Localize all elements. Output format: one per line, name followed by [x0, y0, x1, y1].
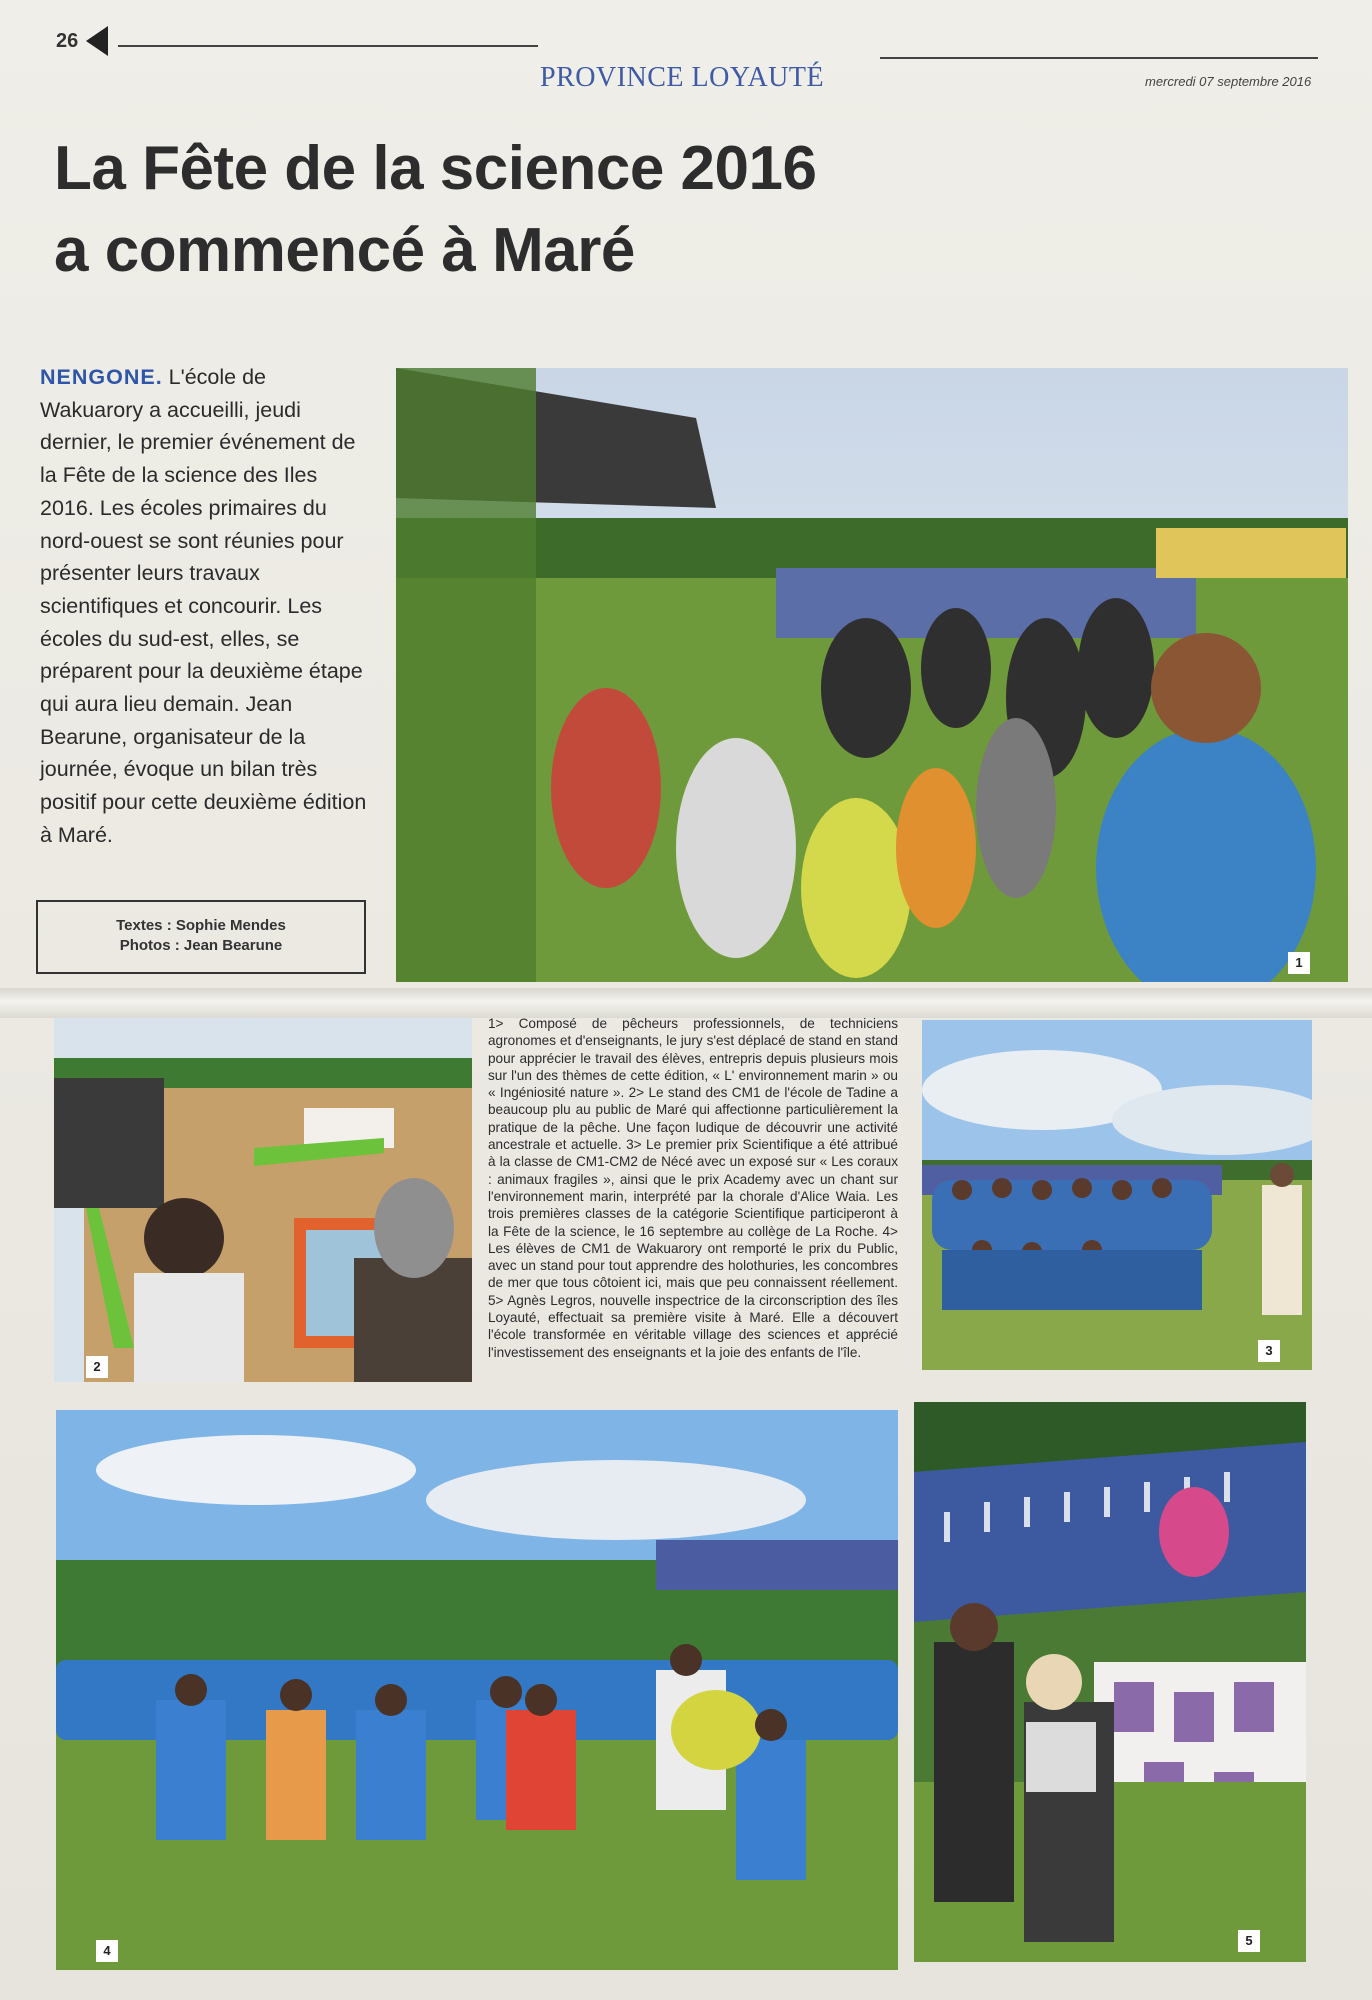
header-rule-left	[118, 45, 538, 47]
section-title: PROVINCE LOYAUTÉ	[540, 62, 825, 93]
lead-text: L'école de Wakuarory a accueilli, jeudi dernier, le premier événement de la Fête de la science des Iles 2016. Les écoles primaires du nord-ouest se sont réunies pour présenter leurs travaux scientifiques et concourir. Les écoles du sud-est, elles, se préparent pour la deuxième étape qui aura lieu demain. Jean Bearune, organisateur de la journée, évoque un bilan très positif pour cette deuxième édition à Maré.	[40, 365, 367, 847]
photo-number-4: 4	[96, 1940, 118, 1962]
credit-text: Textes : Sophie Mendes	[116, 917, 286, 934]
headline-line-1: La Fête de la science 2016	[54, 134, 817, 203]
lead-kicker: NENGONE.	[40, 365, 163, 389]
photo-number-5: 5	[1238, 1930, 1260, 1952]
headline-line-2: a commencé à Maré	[54, 216, 635, 285]
page-number: 26	[56, 30, 79, 52]
article-headline	[54, 128, 1014, 292]
photo-captions	[488, 1015, 902, 1361]
page-arrow-icon	[86, 26, 108, 56]
photo-number-1: 1	[1288, 952, 1310, 974]
photo-visit-inspectrice-icon	[914, 1402, 1306, 1962]
photo-number-2: 2	[86, 1356, 108, 1378]
credits-box	[36, 900, 366, 974]
photo-1	[396, 368, 1348, 982]
photo-3	[922, 1020, 1312, 1370]
header-rule-right	[880, 57, 1318, 59]
photo-number-3: 3	[1258, 1340, 1280, 1362]
photo-class-group-icon	[922, 1020, 1312, 1370]
credit-photo: Photos : Jean Bearune	[119, 937, 283, 954]
photo-2	[54, 1018, 472, 1382]
page-fold	[0, 988, 1372, 1018]
photo-4	[56, 1410, 898, 1970]
issue-date: mercredi 07 septembre 2016	[1145, 74, 1312, 89]
photo-jury-stands-icon	[396, 368, 1348, 982]
lead-paragraph	[40, 361, 370, 852]
captions-text: 1> Composé de pêcheurs professionnels, de techniciens agronomes et d'enseignants, le jury s'est déplacé de stand en stand pour apprécier le travail des élèves, entrepris depuis plusieurs mois sur l'un des thèmes de cette édition, « L' environnement marin » ou « Ingéniosité nature ». 2> Le stand des CM1 de l'école de Tadine a beaucoup plu au public de Maré qui affectionne particulièrement la pratique de la pêche. Une façon ludique de découvrir une activité ancestrale et actuelle. 3> Le premier prix Scientifique a été attribué à la classe de CM1-CM2 de Nécé avec un exposé sur « Les coraux : animaux fragiles », ainsi que le prix Academy avec un chant sur l'environnement marin, interprété par la chorale d'Alice Waia. Les trois premières classes de la catégorie Scientifique participeront à la Fête de la science, le 16 septembre au collège de La Roche. 4> Les élèves de CM1 de Wakuarory ont remporté le prix du Public, avec un stand pour tout apprendre des holothuries, les concombres de mer que tous côtoient ici, mais que peu connaissent réellement. 5> Agnès Legros, nouvelle inspectrice de la circonscription des îles Loyauté, effectuait sa première visite à Maré. Elle a découvert l'école transformée en véritable village des sciences et apprécié l'investissement des enseignants et la joie des enfants de l'île.	[488, 1016, 902, 1360]
photo-fishing-stand-icon	[54, 1018, 472, 1382]
photo-5	[914, 1402, 1306, 1962]
photo-students-crowd-icon	[56, 1410, 898, 1970]
